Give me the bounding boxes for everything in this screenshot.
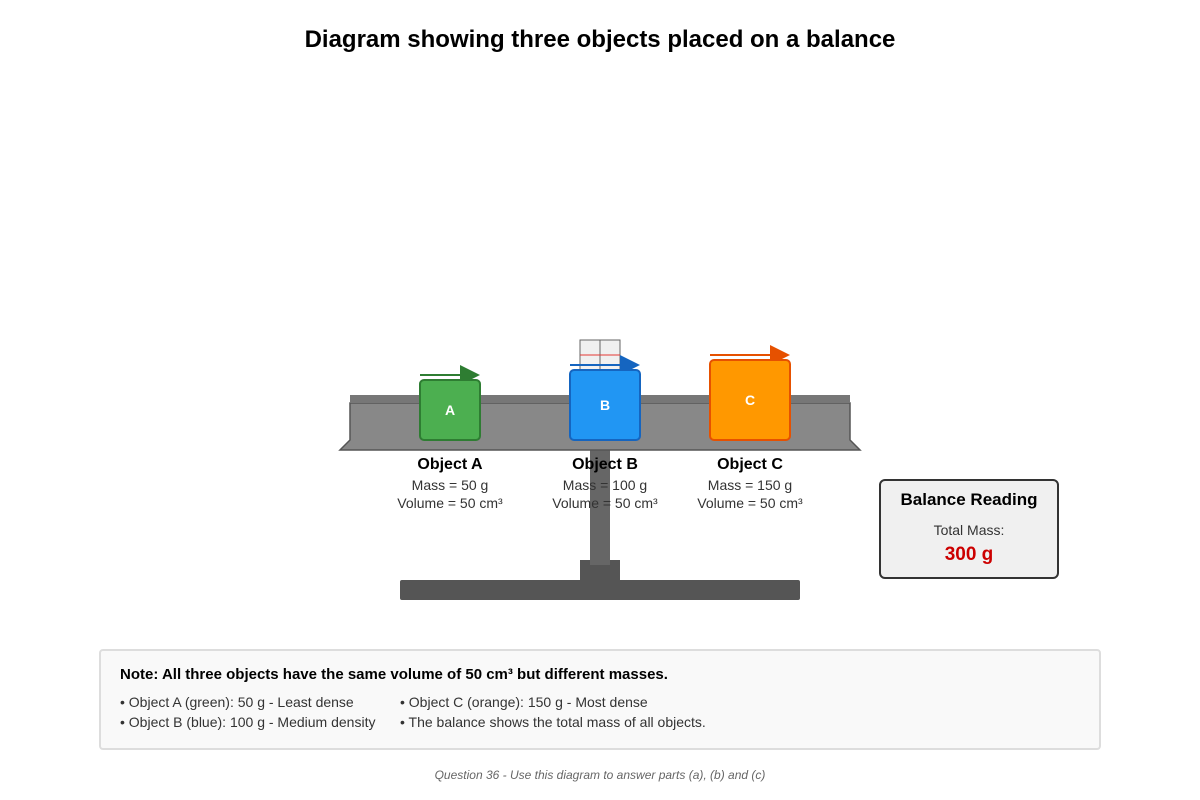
note-item: • The balance shows the total mass of all objects. bbox=[400, 714, 706, 730]
note-right-column bbox=[400, 692, 706, 732]
balance-reading-label: Total Mass: bbox=[933, 522, 1005, 538]
object-b-label bbox=[525, 454, 685, 512]
object-b-name: Object B bbox=[572, 456, 638, 473]
note-box bbox=[99, 649, 1101, 750]
object-a-volume: Volume = 50 cm³ bbox=[397, 495, 503, 511]
object-a-name: Object A bbox=[417, 456, 483, 473]
balance-reading-value: 300 g bbox=[944, 544, 994, 565]
object-c-letter: C bbox=[744, 392, 756, 408]
question-caption: Question 36 - Use this diagram to answer parts (a), (b) and (c) bbox=[434, 768, 766, 782]
note-item: • Object A (green): 50 g - Least dense bbox=[120, 694, 354, 710]
note-left-column bbox=[120, 692, 375, 732]
object-a-mass: Mass = 50 g bbox=[411, 477, 489, 493]
object-b-mass: Mass = 100 g bbox=[562, 477, 648, 493]
object-a-letter: A bbox=[444, 402, 456, 418]
diagram-title: Diagram showing three objects placed on a balance bbox=[304, 26, 896, 53]
note-item: • Object B (blue): 100 g - Medium density bbox=[120, 714, 376, 730]
balance-reading-box bbox=[879, 479, 1059, 579]
note-title: Note: All three objects have the same volume of 50 cm³ but different masses. bbox=[120, 666, 668, 683]
note-item: • Object C (orange): 150 g - Most dense bbox=[400, 694, 648, 710]
object-b-letter: B bbox=[599, 397, 611, 413]
object-c-label bbox=[670, 454, 830, 512]
object-c-volume: Volume = 50 cm³ bbox=[697, 495, 803, 511]
balance-reading-title: Balance Reading bbox=[900, 490, 1038, 509]
object-c-mass: Mass = 150 g bbox=[707, 477, 793, 493]
object-c-name: Object C bbox=[717, 456, 783, 473]
object-b-volume: Volume = 50 cm³ bbox=[552, 495, 658, 511]
object-a-label bbox=[370, 454, 530, 512]
